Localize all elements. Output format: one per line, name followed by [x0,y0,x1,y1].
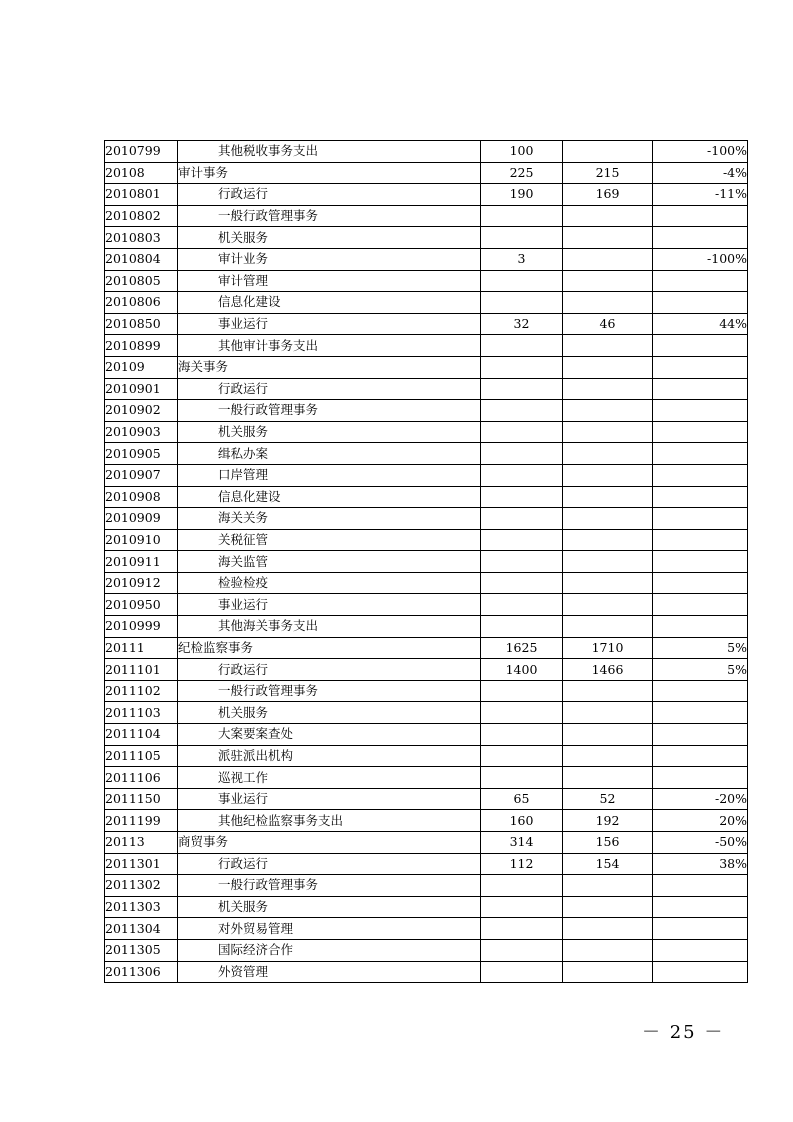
name-cell: 大案要案查处 [178,724,481,746]
code-cell: 2011304 [105,918,178,940]
code-cell: 2010999 [105,616,178,638]
code-cell: 2010799 [105,141,178,163]
table-row [105,767,748,789]
table-row [105,810,748,832]
table-row [105,205,748,227]
value-1-cell: 314 [481,832,563,854]
value-2-cell [563,616,653,638]
table-row [105,227,748,249]
change-cell: -20% [653,788,748,810]
table-row [105,853,748,875]
change-cell [653,400,748,422]
table-row [105,788,748,810]
value-1-cell [481,572,563,594]
name-cell: 检验检疫 [178,572,481,594]
value-2-cell [563,486,653,508]
value-2-cell [563,378,653,400]
table-row [105,400,748,422]
value-2-cell [563,508,653,530]
code-cell: 2010907 [105,464,178,486]
code-cell: 2010908 [105,486,178,508]
value-2-cell [563,400,653,422]
value-1-cell: 1400 [481,659,563,681]
change-cell: 5% [653,637,748,659]
name-cell: 其他纪检监察事务支出 [178,810,481,832]
value-1-cell [481,356,563,378]
table-row [105,378,748,400]
name-cell: 行政运行 [178,853,481,875]
change-cell [653,939,748,961]
value-2-cell [563,292,653,314]
change-cell [653,421,748,443]
value-1-cell [481,270,563,292]
code-cell: 2011303 [105,896,178,918]
code-cell: 2010909 [105,508,178,530]
change-cell [653,767,748,789]
change-cell [653,961,748,983]
code-cell: 2011102 [105,680,178,702]
value-1-cell [481,335,563,357]
change-cell [653,335,748,357]
change-cell [653,443,748,465]
value-2-cell [563,939,653,961]
value-1-cell: 100 [481,141,563,163]
value-1-cell [481,292,563,314]
name-cell: 对外贸易管理 [178,918,481,940]
name-cell: 行政运行 [178,184,481,206]
table-row [105,702,748,724]
value-1-cell: 1625 [481,637,563,659]
change-cell [653,508,748,530]
change-cell: 38% [653,853,748,875]
value-2-cell: 52 [563,788,653,810]
change-cell [653,680,748,702]
code-cell: 20109 [105,356,178,378]
value-1-cell [481,680,563,702]
table-row [105,637,748,659]
value-1-cell [481,875,563,897]
code-cell: 20111 [105,637,178,659]
value-2-cell: 1710 [563,637,653,659]
value-2-cell [563,961,653,983]
value-1-cell [481,594,563,616]
value-1-cell [481,443,563,465]
name-cell: 派驻派出机构 [178,745,481,767]
code-cell: 2011306 [105,961,178,983]
name-cell: 机关服务 [178,702,481,724]
value-1-cell [481,227,563,249]
code-cell: 2011106 [105,767,178,789]
table-row [105,659,748,681]
value-2-cell: 215 [563,162,653,184]
table-row [105,248,748,270]
value-2-cell [563,205,653,227]
value-1-cell [481,400,563,422]
code-cell: 2010803 [105,227,178,249]
table-row [105,939,748,961]
budget-table [104,140,748,983]
table-row [105,724,748,746]
table-row [105,594,748,616]
change-cell [653,616,748,638]
name-cell: 信息化建设 [178,292,481,314]
code-cell: 2010903 [105,421,178,443]
name-cell: 其他税收事务支出 [178,141,481,163]
table-row [105,141,748,163]
change-cell: 44% [653,313,748,335]
code-cell: 2010805 [105,270,178,292]
value-1-cell: 3 [481,248,563,270]
table-row [105,918,748,940]
change-cell [653,529,748,551]
value-1-cell [481,205,563,227]
change-cell [653,551,748,573]
code-cell: 2011199 [105,810,178,832]
name-cell: 口岸管理 [178,464,481,486]
name-cell: 一般行政管理事务 [178,680,481,702]
table-row [105,745,748,767]
value-2-cell: 46 [563,313,653,335]
table-row [105,184,748,206]
table-row [105,486,748,508]
value-2-cell [563,356,653,378]
value-1-cell [481,616,563,638]
page-number: － 25 － [642,1022,725,1043]
value-1-cell [481,767,563,789]
table-row [105,356,748,378]
name-cell: 一般行政管理事务 [178,205,481,227]
name-cell: 信息化建设 [178,486,481,508]
table-row [105,832,748,854]
value-1-cell [481,702,563,724]
change-cell [653,702,748,724]
change-cell: -50% [653,832,748,854]
value-1-cell [481,464,563,486]
name-cell: 商贸事务 [178,832,481,854]
code-cell: 2010905 [105,443,178,465]
value-2-cell [563,141,653,163]
name-cell: 海关关务 [178,508,481,530]
value-1-cell [481,896,563,918]
name-cell: 审计业务 [178,248,481,270]
name-cell: 其他审计事务支出 [178,335,481,357]
value-1-cell: 112 [481,853,563,875]
value-1-cell [481,939,563,961]
name-cell: 一般行政管理事务 [178,400,481,422]
name-cell: 审计事务 [178,162,481,184]
name-cell: 机关服务 [178,421,481,443]
name-cell: 关税征管 [178,529,481,551]
change-cell [653,594,748,616]
table-row [105,961,748,983]
table-row [105,443,748,465]
change-cell [653,724,748,746]
table-row [105,896,748,918]
value-2-cell [563,745,653,767]
code-cell: 2010801 [105,184,178,206]
change-cell: 20% [653,810,748,832]
code-cell: 2011302 [105,875,178,897]
code-cell: 2010804 [105,248,178,270]
value-2-cell [563,335,653,357]
name-cell: 行政运行 [178,378,481,400]
value-2-cell: 169 [563,184,653,206]
code-cell: 2011103 [105,702,178,724]
table-row [105,421,748,443]
value-1-cell: 160 [481,810,563,832]
value-1-cell [481,378,563,400]
table-row [105,508,748,530]
value-2-cell [563,248,653,270]
table-row [105,464,748,486]
change-cell [653,464,748,486]
code-cell: 2010850 [105,313,178,335]
value-2-cell [563,724,653,746]
change-cell [653,356,748,378]
value-2-cell: 1466 [563,659,653,681]
value-1-cell [481,508,563,530]
change-cell [653,875,748,897]
code-cell: 20108 [105,162,178,184]
table-row [105,162,748,184]
table-row [105,616,748,638]
name-cell: 巡视工作 [178,767,481,789]
change-cell [653,227,748,249]
code-cell: 2011150 [105,788,178,810]
value-2-cell [563,594,653,616]
name-cell: 其他海关事务支出 [178,616,481,638]
value-2-cell [563,551,653,573]
code-cell: 2011101 [105,659,178,681]
value-2-cell [563,421,653,443]
table-row [105,292,748,314]
change-cell: -11% [653,184,748,206]
name-cell: 机关服务 [178,896,481,918]
value-2-cell: 156 [563,832,653,854]
value-2-cell [563,767,653,789]
change-cell: -100% [653,141,748,163]
value-1-cell [481,745,563,767]
code-cell: 20113 [105,832,178,854]
change-cell [653,572,748,594]
value-2-cell [563,443,653,465]
name-cell: 事业运行 [178,313,481,335]
code-cell: 2010902 [105,400,178,422]
name-cell: 国际经济合作 [178,939,481,961]
table-row [105,335,748,357]
table-row [105,572,748,594]
code-cell: 2011305 [105,939,178,961]
value-2-cell [563,529,653,551]
change-cell [653,270,748,292]
value-1-cell [481,961,563,983]
name-cell: 外资管理 [178,961,481,983]
change-cell: -100% [653,248,748,270]
name-cell: 审计管理 [178,270,481,292]
table-row [105,529,748,551]
change-cell [653,486,748,508]
code-cell: 2011105 [105,745,178,767]
change-cell [653,205,748,227]
name-cell: 纪检监察事务 [178,637,481,659]
value-2-cell [563,270,653,292]
name-cell: 一般行政管理事务 [178,875,481,897]
change-cell [653,378,748,400]
name-cell: 缉私办案 [178,443,481,465]
code-cell: 2010802 [105,205,178,227]
table-row [105,270,748,292]
value-2-cell [563,875,653,897]
value-2-cell: 154 [563,853,653,875]
change-cell [653,745,748,767]
value-1-cell: 190 [481,184,563,206]
code-cell: 2010911 [105,551,178,573]
value-2-cell [563,572,653,594]
budget-table-body [105,141,748,983]
change-cell: 5% [653,659,748,681]
value-2-cell [563,680,653,702]
value-2-cell [563,918,653,940]
table-row [105,875,748,897]
value-2-cell [563,896,653,918]
value-2-cell [563,227,653,249]
value-1-cell: 225 [481,162,563,184]
code-cell: 2011104 [105,724,178,746]
name-cell: 事业运行 [178,594,481,616]
table-row [105,313,748,335]
value-1-cell [481,918,563,940]
change-cell: -4% [653,162,748,184]
value-2-cell: 192 [563,810,653,832]
value-1-cell [481,529,563,551]
value-1-cell [481,486,563,508]
name-cell: 海关监管 [178,551,481,573]
name-cell: 事业运行 [178,788,481,810]
name-cell: 行政运行 [178,659,481,681]
value-1-cell: 32 [481,313,563,335]
code-cell: 2010950 [105,594,178,616]
name-cell: 机关服务 [178,227,481,249]
change-cell [653,292,748,314]
code-cell: 2010899 [105,335,178,357]
table-row [105,551,748,573]
change-cell [653,918,748,940]
value-1-cell [481,724,563,746]
code-cell: 2010806 [105,292,178,314]
code-cell: 2010901 [105,378,178,400]
code-cell: 2010910 [105,529,178,551]
value-1-cell [481,421,563,443]
value-1-cell [481,551,563,573]
table-row [105,680,748,702]
code-cell: 2011301 [105,853,178,875]
value-1-cell: 65 [481,788,563,810]
change-cell [653,896,748,918]
name-cell: 海关事务 [178,356,481,378]
code-cell: 2010912 [105,572,178,594]
value-2-cell [563,702,653,724]
value-2-cell [563,464,653,486]
